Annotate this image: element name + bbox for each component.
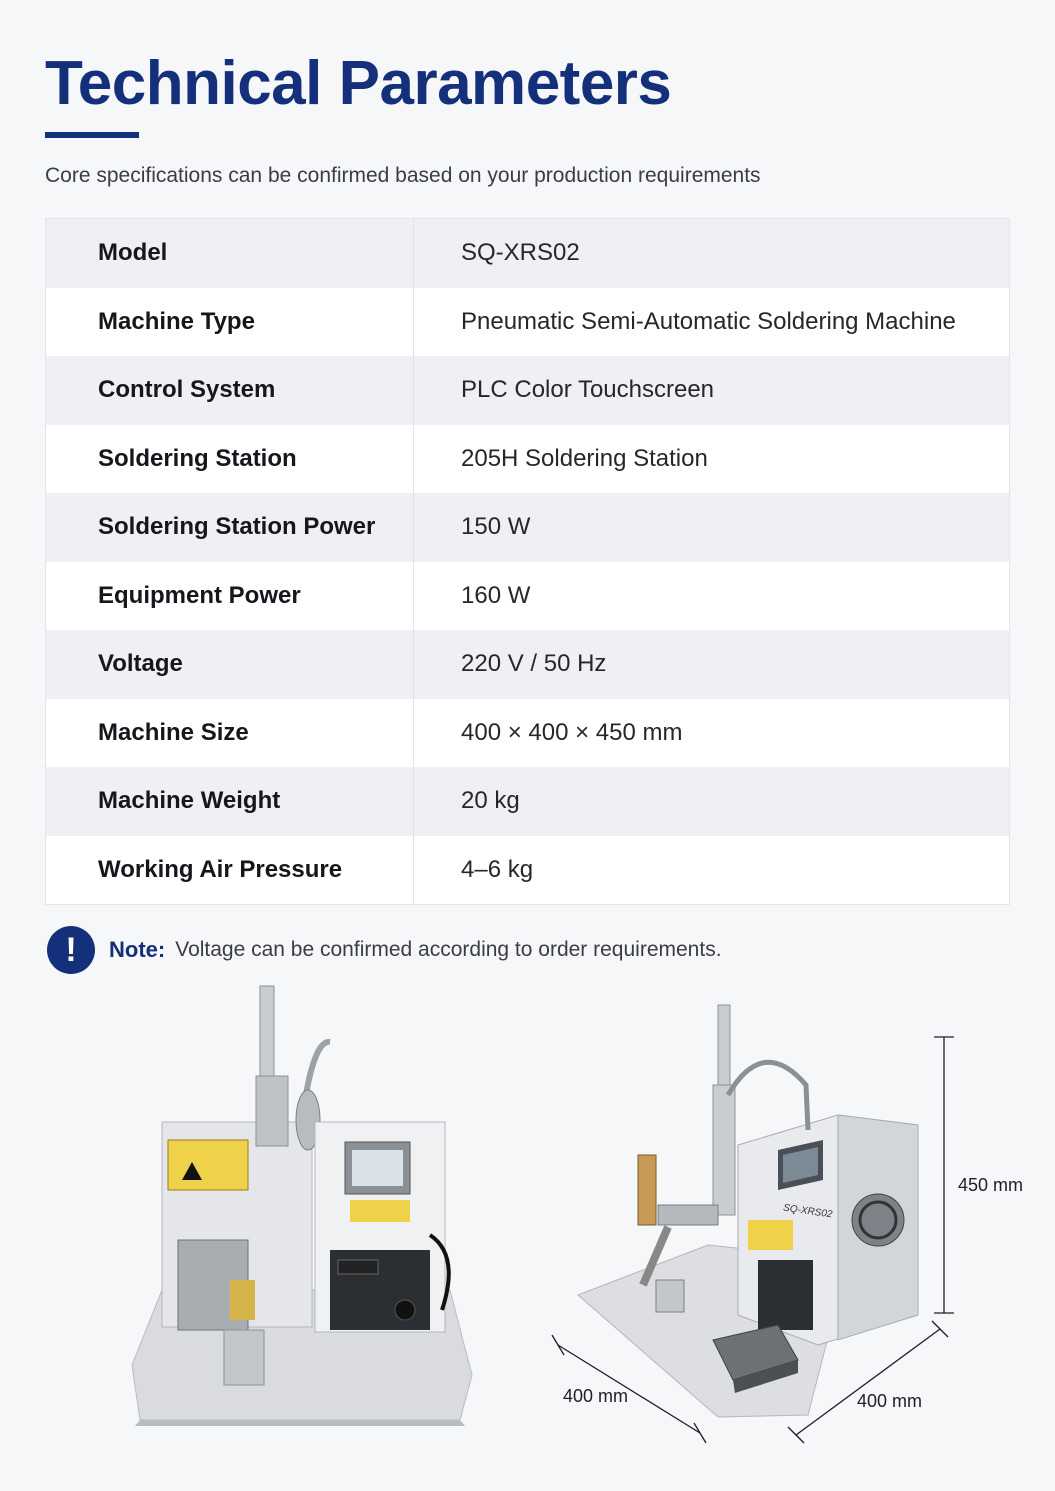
note-text: Voltage can be confirmed according to order requirements.	[175, 938, 722, 961]
machine-angle-photo	[548, 995, 1028, 1445]
spec-value: 150 W	[461, 513, 531, 541]
spec-value: PLC Color Touchscreen	[461, 376, 715, 404]
spec-value: Pneumatic Semi-Automatic Soldering Machine	[461, 307, 956, 335]
spec-label: Soldering Station	[46, 425, 414, 494]
width-dimension-label-right: 400 mm	[857, 1391, 923, 1411]
page-subtitle: Core specifications can be confirmed based on your production requirements	[45, 164, 761, 187]
spec-row	[46, 425, 1009, 494]
page-title: Technical Parameters	[45, 49, 672, 118]
machine-model-label: SQ-XRS02	[782, 1202, 833, 1221]
spec-value: 205H Soldering Station	[461, 444, 708, 472]
spec-value: 20 kg	[461, 787, 520, 815]
spec-label: Voltage	[46, 630, 414, 699]
spec-value: 4–6 kg	[461, 855, 534, 883]
machine-front-photo	[120, 980, 480, 1430]
spec-value: 160 W	[461, 581, 531, 609]
spec-label: Working Air Pressure	[46, 836, 414, 905]
spec-label: Equipment Power	[46, 562, 414, 631]
note	[47, 926, 722, 974]
spec-value: 400 × 400 × 450 mm	[461, 718, 683, 746]
spec-row	[46, 699, 1009, 768]
spec-row	[46, 562, 1009, 631]
spec-row	[46, 630, 1009, 699]
exclamation-icon: !	[47, 926, 95, 974]
spec-row	[46, 219, 1009, 288]
spec-value: 220 V / 50 Hz	[461, 650, 607, 678]
spec-row	[46, 836, 1009, 905]
spec-row	[46, 493, 1009, 562]
height-dimension-label: 450 mm	[958, 1175, 1024, 1195]
spec-row	[46, 767, 1009, 836]
spec-table	[45, 218, 1010, 905]
spec-row	[46, 356, 1009, 425]
spec-label: Control System	[46, 356, 414, 425]
spec-row	[46, 288, 1009, 357]
spec-label: Model	[46, 219, 414, 288]
note-label: Note:	[109, 937, 166, 962]
title-underline	[45, 132, 139, 138]
spec-label: Machine Weight	[46, 767, 414, 836]
spec-label: Machine Type	[46, 288, 414, 357]
spec-label: Soldering Station Power	[46, 493, 414, 562]
width-dimension-label-left: 400 mm	[563, 1386, 629, 1406]
spec-value: SQ-XRS02	[461, 239, 580, 267]
spec-label: Machine Size	[46, 699, 414, 768]
